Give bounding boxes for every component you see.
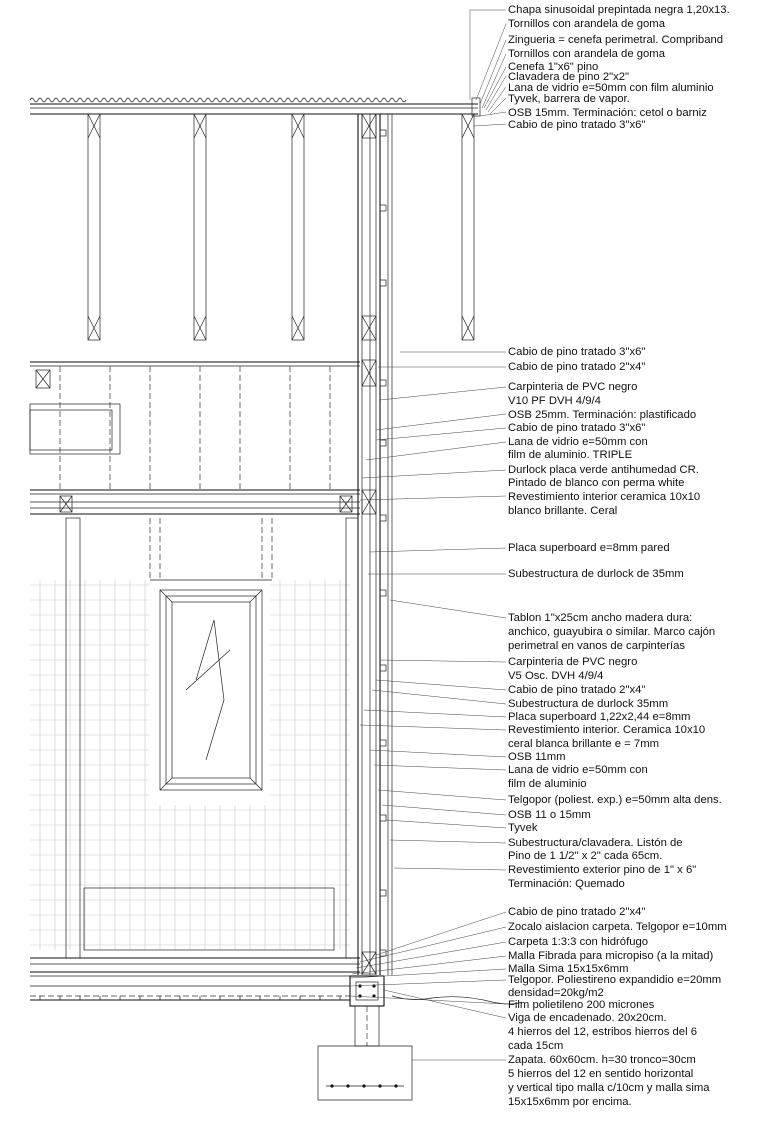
note-tie-beam-stirrups: cada 15cm [508, 1040, 564, 1052]
note-pvc-window-lower-spec: V5 Osc. DVH 4/9/4 [508, 670, 604, 682]
note-footing-mesh: y vertical tipo malla c/10cm y malla sima [508, 1082, 710, 1094]
note-interior-ceramic-2: ceral blanca brillante e = 7mm [508, 738, 660, 750]
note-interior-tile-2: blanco brillante. Ceral [508, 505, 618, 517]
note-rafter-3x6-b: Cabio de pino tratado 3"x6" [508, 422, 646, 434]
wall-assembly [358, 114, 392, 975]
note-tie-beam: Viga de encadenado. 20x20cm. [508, 1012, 667, 1024]
note-hardwood-plank: Tablon 1"x25cm ancho madera dura: [508, 612, 693, 624]
note-pvc-window-upper: Carpinteria de PVC negro [508, 381, 638, 393]
roof-assembly [30, 98, 480, 340]
tiled-interior-wall [30, 518, 358, 958]
note-screws-2: Tornillos con arandela de goma [508, 48, 665, 60]
note-stud-2x4: Cabio de pino tratado 2"x4" [508, 684, 646, 696]
note-furring-2: Pino de 1 1/2" x 2" cada 65cm. [508, 850, 663, 862]
note-osb-25: OSB 25mm. Terminación: plastificado [508, 409, 697, 421]
note-sima-mesh: Malla Sima 15x15x6mm [508, 963, 629, 975]
note-roof-osb: OSB 15mm. Terminación: cetol o barniz [508, 107, 707, 119]
note-durlock-substructure: Subestructura de durlock de 35mm [508, 568, 684, 580]
note-roof-rafter: Cabio de pino tratado 3"x6" [508, 119, 646, 131]
note-pvc-window-lower: Carpinteria de PVC negro [508, 656, 638, 668]
note-roof-sheet: Chapa sinusoidal prepintada negra 1,20x13. [508, 4, 730, 16]
note-durlock-paint: Pintado de blanco con perma white [508, 477, 685, 489]
note-vapor-barrier: Tyvek, barrera de vapor. [508, 93, 630, 105]
note-furring: Subestructura/clavadera. Listón de [508, 837, 683, 849]
note-batten: Clavadera de pino 2"x2" [508, 71, 630, 83]
note-interior-tile: Revestimiento interior ceramica 10x10 [508, 491, 701, 503]
note-osb-11: OSB 11mm [508, 751, 566, 763]
note-rafter-2x4: Cabio de pino tratado 2"x4" [508, 361, 646, 373]
note-tyvek: Tyvek [508, 822, 538, 834]
note-exterior-finish: Terminación: Quemado [508, 878, 625, 890]
note-floor-eps: Telgopor. Poliestireno expandidio e=20mm [508, 974, 722, 986]
note-pvc-window-upper-spec: V10 PF DVH 4/9/4 [508, 395, 601, 407]
note-superboard-wall: Placa superboard e=8mm pared [508, 542, 670, 554]
note-rafter-3x6: Cabio de pino tratado 3"x6" [508, 346, 646, 358]
note-sill-2x4: Cabio de pino tratado 2"x4" [508, 906, 646, 918]
note-osb-11-15: OSB 11 o 15mm [508, 809, 591, 821]
note-durlock-35: Subestructura de durlock 35mm [508, 698, 669, 710]
note-superboard-sheet: Placa superboard 1,22x2,44 e=8mm [508, 711, 691, 723]
note-screws-1: Tornillos con arandela de goma [508, 18, 665, 30]
note-footing: Zapata. 60x60cm. h=30 tronco=30cm [508, 1054, 696, 1066]
note-fiber-mesh: Malla Fibrada para micropiso (a la mitad) [508, 950, 714, 962]
note-wall-glass-wool-2: film de aluminio [508, 778, 587, 790]
note-hardwood-plank-2: anchico, guayubira o similar. Marco cajón [508, 626, 716, 638]
note-interior-ceramic: Revestimiento interior. Ceramica 10x10 [508, 724, 706, 736]
floor-and-foundation [30, 958, 522, 1100]
note-roof-insulation: Lana de vidrio e=50mm con film aluminio [508, 82, 714, 94]
note-durlock-green: Durlock placa verde antihumedad CR. [508, 464, 699, 476]
note-flashing: Zingueria = cenefa perimetral. Compriband [508, 34, 724, 46]
note-edge-insulation: Zocalo aislacion carpeta. Telgopor e=10mm [508, 921, 727, 933]
note-polyethylene: Film polietileno 200 micrones [508, 999, 655, 1011]
note-tie-beam-rebar: 4 hierros del 12, estribos hierros del 6 [508, 1026, 698, 1038]
upper-window-band [30, 362, 360, 514]
annotation-labels [508, 4, 730, 1108]
leader-lines [350, 10, 506, 1060]
note-floor-eps-density: densidad=20kg/m2 [508, 987, 604, 999]
note-glass-wool-triple-2: film de aluminio. TRIPLE [508, 449, 633, 461]
note-footing-rebar: 5 hierros del 12 en sentido horizontal [508, 1068, 694, 1080]
note-fascia: Cenefa 1"x6" pino [508, 61, 599, 73]
note-screed: Carpeta 1:3:3 con hidrófugo [508, 936, 649, 948]
note-glass-wool-triple: Lana de vidrio e=50mm con [508, 436, 648, 448]
note-wall-glass-wool: Lana de vidrio e=50mm con [508, 764, 648, 776]
note-footing-mesh-2: 15x15x6mm por encima. [508, 1096, 632, 1108]
note-hardwood-plank-3: perimetral en vanos de carpinterías [508, 640, 686, 652]
note-exterior-cladding: Revestimiento exterior pino de 1" x 6" [508, 864, 697, 876]
note-eps-50: Telgopor (poliest. exp.) e=50mm alta dens. [508, 794, 722, 806]
